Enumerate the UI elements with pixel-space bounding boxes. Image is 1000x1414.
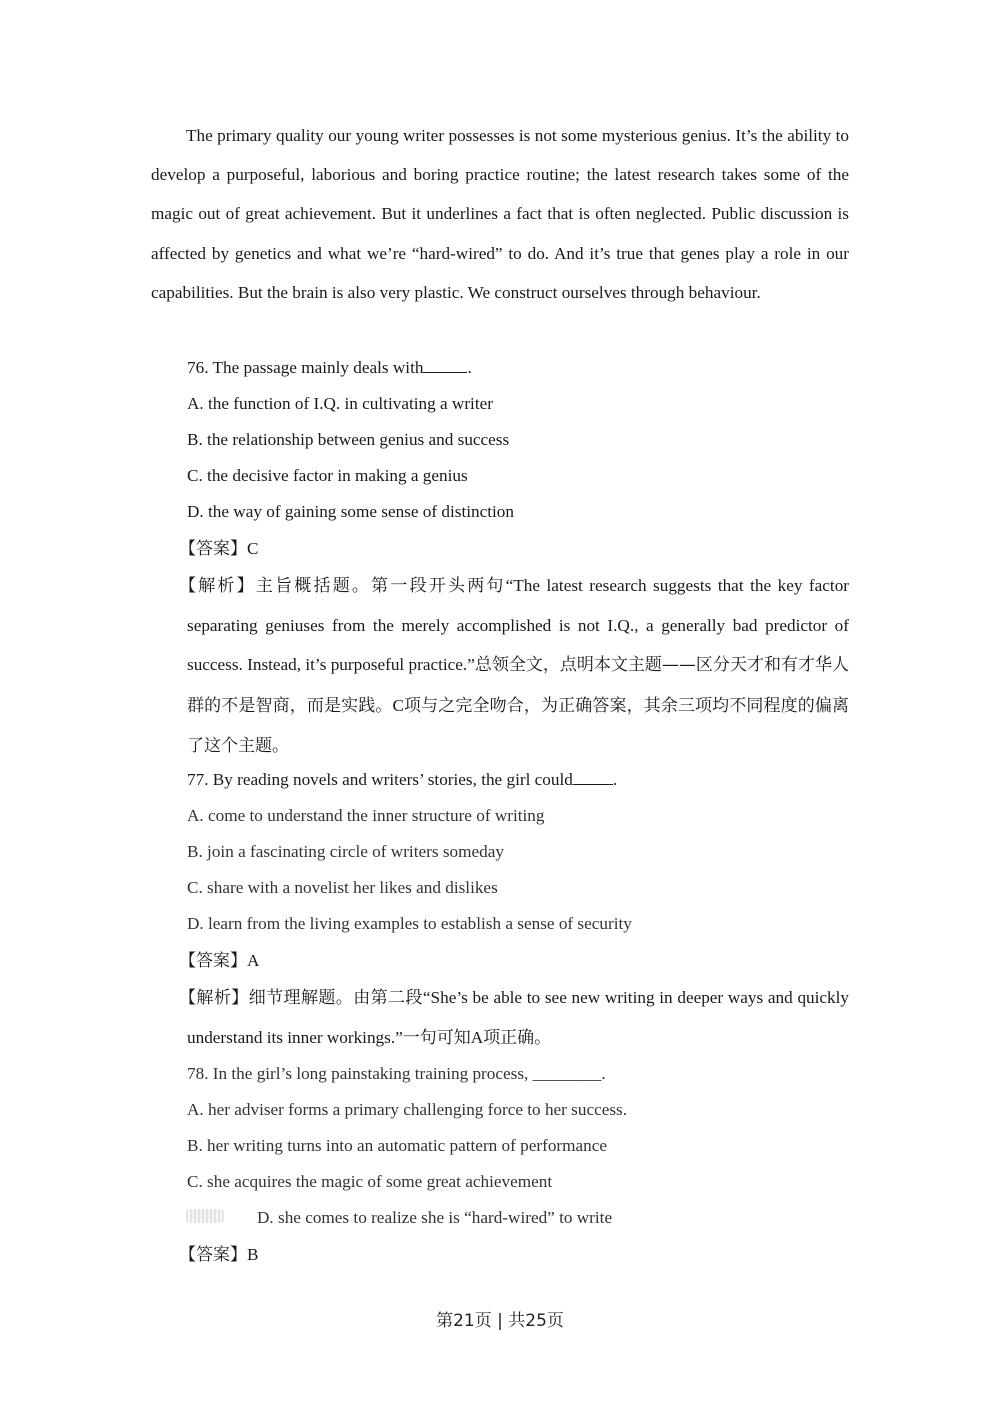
answer-value: C (247, 539, 259, 558)
q78-option-d: D. she comes to realize she is “hard-wired” to write (257, 1208, 613, 1227)
analysis-cn-text: 总领全文，点明本文主题——区分天才和有才华人群的不是智商，而是实践。 (187, 655, 849, 716)
q77-option-d: D. learn from the living examples to establish a sense of security (187, 914, 632, 933)
q76-option-d: D. the way of gaining some sense of distinction (187, 502, 514, 521)
analysis-cn-text: 主旨概括题。第一段开头两句 (255, 576, 506, 596)
answer-tag: 【答案】 (179, 1245, 247, 1265)
analysis-cn-text: 项与之完全吻合，为正确答案，其余三项均不同程度的偏离了这个主题。 (187, 695, 850, 756)
q77-analysis (179, 978, 849, 1058)
analysis-cn-text: 项正确。 (483, 1028, 552, 1049)
question-77-text: 77. By reading novels and writers’ stories, the girl could (187, 770, 573, 789)
question-77-stem (187, 768, 617, 792)
q78-option-b: B. her writing turns into an automatic pattern of performance (187, 1136, 608, 1155)
passage-paragraph: The primary quality our young writer possesses is not some mysterious genius. It’s the ability to develop a purposeful, laborious and boring practice routine; the latest research takes some of the magic out of great achievement. But it underlines a fact that is often neglected. Public discussion is affected by genetics and what we’re “hard-wired” to do. And it’s true that genes play a role in our capabilities. But the brain is also very plastic. We construct ourselves through behaviour. (151, 126, 849, 302)
q78-option-a: A. her adviser forms a primary challenging force to her success. (187, 1100, 628, 1119)
q76-analysis (179, 566, 850, 766)
q78-answer (179, 1243, 259, 1267)
analysis-option-letter: C (392, 695, 404, 715)
analysis-tag: 【解析】 (179, 576, 256, 596)
q78-option-c: C. she acquires the magic of some great achievement (187, 1172, 553, 1191)
q77-option-c: C. share with a novelist her likes and dislikes (187, 878, 498, 897)
question-76-stem (187, 356, 472, 380)
answer-value: A (247, 951, 260, 970)
question-77-period: . (612, 770, 618, 789)
analysis-tag: 【解析】 (179, 988, 249, 1008)
answer-blank (573, 770, 613, 785)
faint-watermark-mark (186, 1209, 224, 1223)
q77-option-a: A. come to understand the inner structure of writing (187, 806, 545, 825)
page-number-footer: 第21页 | 共25页 (436, 1311, 564, 1331)
analysis-cn-text: 细节理解题。由第二段 (248, 988, 423, 1008)
q77-answer (179, 949, 260, 973)
answer-tag: 【答案】 (179, 951, 247, 971)
q76-answer (179, 537, 259, 561)
question-76-period: . (467, 358, 472, 377)
answer-tag: 【答案】 (179, 539, 247, 559)
analysis-option-letter: A (470, 1028, 484, 1048)
q77-option-b: B. join a fascinating circle of writers someday (187, 842, 504, 861)
answer-value: B (247, 1245, 259, 1264)
q76-option-c: C. the decisive factor in making a genius (187, 466, 468, 485)
answer-blank (423, 358, 467, 373)
analysis-quote: “She’s be able to see new writing in deeper ways and quickly understand its inner workings.” (187, 988, 849, 1048)
q76-option-b: B. the relationship between genius and success (187, 430, 510, 449)
q76-option-a: A. the function of I.Q. in cultivating a writer (187, 394, 493, 413)
analysis-quote: “The latest research suggests that the key factor separating geniuses from the merely accomplished is not I.Q., a generally bad predictor of success. Instead, it’s purposeful practice.” (187, 576, 850, 675)
question-78-stem: 78. In the girl’s long painstaking training process, ________. (187, 1064, 606, 1083)
analysis-cn-text: 一句可知 (402, 1028, 471, 1049)
question-76-text: 76. The passage mainly deals with (187, 358, 424, 377)
